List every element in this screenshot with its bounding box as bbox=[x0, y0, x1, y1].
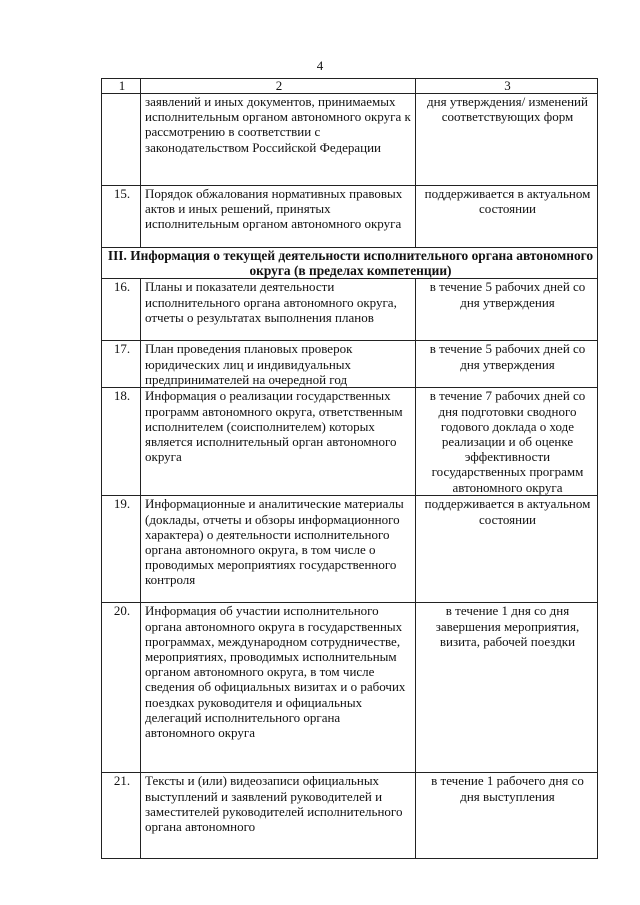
table-row bbox=[102, 279, 598, 341]
row-number: 17. bbox=[102, 341, 141, 388]
table-row bbox=[102, 94, 598, 186]
row-term: в течение 1 дня со дня завершения мероприятия, визита, рабочей поездки bbox=[416, 603, 598, 773]
row-term: поддерживается в актуальном состоянии bbox=[416, 186, 598, 248]
row-term: в течение 5 рабочих дней со дня утверждения bbox=[416, 341, 598, 388]
table-row bbox=[102, 603, 598, 773]
row-number: 20. bbox=[102, 603, 141, 773]
table-row bbox=[102, 773, 598, 859]
row-description: Тексты и (или) видеозаписи официальных выступлений и заявлений руководителей и заместителей руководителей исполнительного органа автономного bbox=[141, 773, 416, 859]
header-col-3: 3 bbox=[416, 79, 598, 94]
row-number bbox=[102, 94, 141, 186]
header-col-1: 1 bbox=[102, 79, 141, 94]
page-number: 4 bbox=[316, 58, 324, 73]
document-table bbox=[101, 78, 598, 859]
section-row bbox=[102, 248, 598, 279]
table-row bbox=[102, 186, 598, 248]
table-row bbox=[102, 341, 598, 388]
row-number: 15. bbox=[102, 186, 141, 248]
row-term: в течение 5 рабочих дней со дня утверждения bbox=[416, 279, 598, 341]
row-number: 21. bbox=[102, 773, 141, 859]
row-description: Планы и показатели деятельности исполнительного органа автономного округа, отчеты о результатах выполнения планов bbox=[141, 279, 416, 341]
row-number: 16. bbox=[102, 279, 141, 341]
header-col-2: 2 bbox=[141, 79, 416, 94]
row-description: План проведения плановых проверок юридических лиц и индивидуальных предпринимателей на очередной год bbox=[141, 341, 416, 388]
row-term: дня утверждения/ изменений соответствующих форм bbox=[416, 94, 598, 186]
row-term: в течение 1 рабочего дня со дня выступления bbox=[416, 773, 598, 859]
table-row bbox=[102, 496, 598, 603]
row-term: в течение 7 рабочих дней со дня подготовки сводного годового доклада о ходе реализации и об оценке эффективности государственных программ автономного округа bbox=[416, 388, 598, 496]
row-term: поддерживается в актуальном состоянии bbox=[416, 496, 598, 603]
section-heading: III. Информация о текущей деятельности исполнительного органа автономного округа (в пределах компетенции) bbox=[102, 248, 598, 279]
table-header-row bbox=[102, 79, 598, 94]
row-number: 18. bbox=[102, 388, 141, 496]
row-description: Информация об участии исполнительного органа автономного округа в государственных программах, международном сотрудничестве, мероприятиях, проводимых исполнительным органом автономного округа, в том числе сведения об официальных визитах и о рабочих поездках руководителя и официальных делегаций исполнительного органа автономного округа bbox=[141, 603, 416, 773]
row-number: 19. bbox=[102, 496, 141, 603]
row-description: заявлений и иных документов, принимаемых исполнительным органом автономного округа к рассмотрению в соответствии с законодательством Российской Федерации bbox=[141, 94, 416, 186]
row-description: Информационные и аналитические материалы (доклады, отчеты и обзоры информационного характера) о деятельности исполнительного органа автономного округа, в том числе о проводимых мероприятиях государственного контроля bbox=[141, 496, 416, 603]
row-description: Информация о реализации государственных программ автономного округа, ответственным исполнителем (соисполнителем) которых является исполнительный орган автономного округа bbox=[141, 388, 416, 496]
table-row bbox=[102, 388, 598, 496]
row-description: Порядок обжалования нормативных правовых актов и иных решений, принятых исполнительным органом автономного округа bbox=[141, 186, 416, 248]
